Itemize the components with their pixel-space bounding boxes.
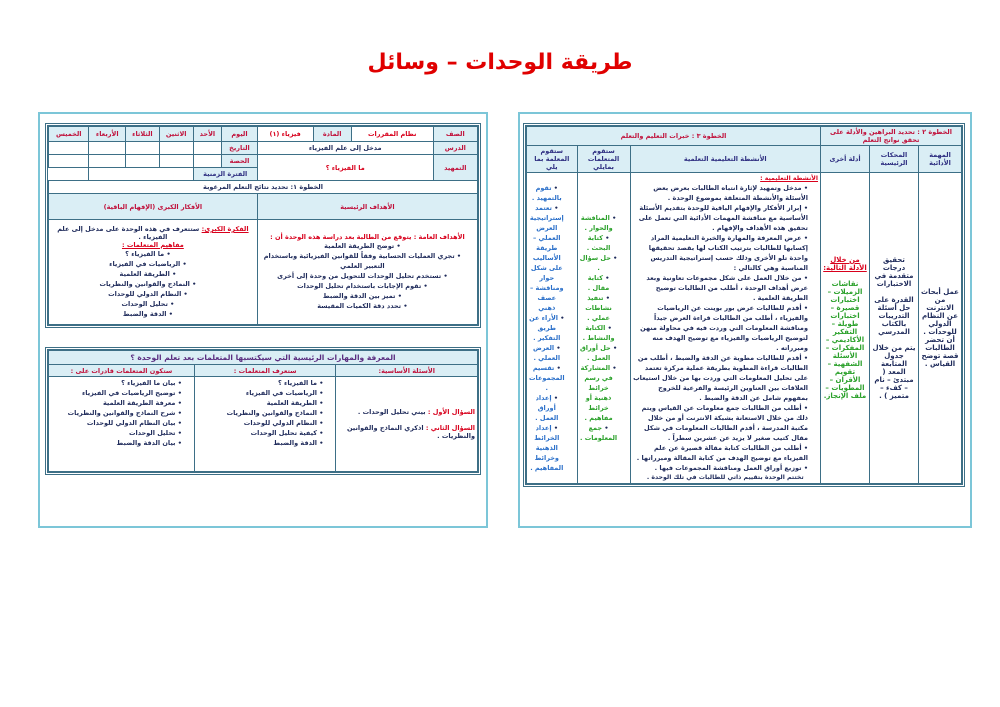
day: الأحد: [193, 127, 222, 142]
period-label: الحصة: [222, 155, 258, 168]
teacher-task-list: [529, 183, 575, 473]
time-label: الفترة الزمنية: [193, 168, 257, 181]
day-label: اليوم: [222, 127, 258, 142]
q2: اذكري النماذج والقوانين والنظريات .: [346, 424, 475, 440]
q1: بيني تحليل الوحدات .: [357, 408, 426, 416]
able-item: • بيان الدقة والضبط: [51, 438, 182, 448]
step3: الخطوة ٣ : خبرات التعليم والتعلم: [527, 127, 821, 146]
evidence: نقاشات الزميلات – اختبارات قصيرة – اختبارات طويلة – التفكير الأكاديمي – المفكرات – الأسئلة الشفهية – تقويم الأقران – المطويات – ملف الإنجاز.: [823, 280, 867, 400]
student-task: • المشاركة في رسم خرائط ذهنية أو خرائط مفاهيم .: [580, 363, 618, 423]
step1: الخطوة ١: تحديد نتائج التعلم المرغوبة: [49, 181, 478, 194]
system: نظام المقررات: [351, 127, 433, 142]
know-item: • الطريقة العلمية: [197, 398, 324, 408]
lesson-plan-table: [48, 126, 478, 325]
activity-item: • إبراز الأفكار والإفهام الباقية للوحدة بتقديم الأسئلة الأساسية مع مناقشة المهمات الأدائية التي تعمل على تحقيق هذه الأهداف والإفهام .: [633, 203, 808, 233]
know-item: • الرياضيات في الفيزياء: [197, 388, 324, 398]
lesson-label: الدرس: [433, 142, 477, 155]
teacher-task: • تقوم بالتمهيد .: [529, 183, 565, 203]
teacher-task: • الأراء عن طريق التفكير .: [529, 313, 565, 343]
date-label: التاريخ: [222, 142, 258, 155]
criteria3: يتم من خلال جدول المتابعة المعد ( مبتدئ – نام – كفء – متميز ) .: [872, 344, 916, 400]
col-teacher: ستقوم المعلمة بما يلي: [527, 146, 578, 173]
know-item: • كيفية تحليل الوحدات: [197, 428, 324, 438]
idea-label: الفكرة الكبرى:: [201, 225, 249, 233]
ideas-title: الأفكار الكبرى (الإفهام الباقية): [49, 194, 258, 220]
able-item: • معرفة الطريقة العلمية: [51, 398, 182, 408]
able-item: • توضيح الرياضيات في الفيزياء: [51, 388, 182, 398]
able-item: • بيان ما الفيزياء ؟: [51, 378, 182, 388]
left-page: [38, 112, 488, 528]
able-item: • بيان النظام الدولي للوحدات: [51, 418, 182, 428]
teacher-task: • تعتمد إستراتيجية العرض العملي – طريقة الأساليب على شكل حوار ومناقشة – عصف ذهني: [529, 203, 565, 313]
criteria-cell: [870, 173, 919, 484]
student-task: • حل سؤال .: [580, 253, 618, 273]
q2-label: السؤال الثاني :: [425, 424, 475, 432]
col-activities: الأنشطة التعليمية التعلمية: [630, 146, 820, 173]
task: عمل أبحاث من الانترنت عن النظام الدولي للوحدات . أن تحضر الطالبات قصة توضح القياس .: [919, 173, 962, 484]
skills-table: [48, 350, 478, 472]
teacher-task: • إعداد الخرائط الذهنية وخرائط المفاهيم .: [529, 423, 565, 473]
day: الخميس: [49, 127, 89, 142]
concept-item: • ما الفيزياء ؟: [51, 249, 245, 259]
evidence-cell: [821, 173, 870, 484]
right-page: [518, 112, 972, 528]
col-students: ستقوم المتعلمات بمايلي: [577, 146, 630, 173]
concept-item-list: [51, 249, 255, 319]
activity-item: • أطلب من الطالبات جمع معلومات عن القياس ويتم ذلك من خلال الاستعانة بشبكة الانترنت أو من خلال مكتبة المدرسة ، أقدم الطالبات المعلومات في شكل مقال كتيب صغير لا يزيد عن عشرين سطراً .: [633, 403, 808, 443]
activity-item: • أطلب من الطالبات كتابة مقالة قصيرة عن علم الفيزياء مع توضيح الهدف من كتابة المقالة ومبرراتها .: [633, 443, 808, 463]
day: الاثنين: [159, 127, 193, 142]
student-task: • المناقشة والحوار .: [580, 213, 618, 233]
student-task: • كتابة البحث .: [580, 233, 618, 253]
activities-end: تختتم الوحدة بتقييم ذاتي للطالبات في تلك الوحدة .: [646, 474, 804, 481]
document-title: طريقة الوحدات – وسائل: [367, 50, 633, 75]
teacher-task: • إعداد أوراق العمل .: [529, 393, 565, 423]
activity-item: • أقدم للطالبات عرض بور بوينت عن الرياضيات والفيزياء ، أطلب من الطالبات قراءة العرض جيداً ومناقشة المعلومات التي وردت فيه في محاولة منهن لتوضيح الرياضيات والفيزياء مع توضيح الهدف منه ومبرراته .: [633, 303, 808, 353]
day: الأربعاء: [89, 127, 126, 142]
activities-label: الأنشطة التعليمية :: [760, 175, 818, 182]
goal-item: • توضح الطريقة العلمية: [260, 241, 465, 251]
able-item-list: [51, 378, 192, 448]
intro-label: التمهيد: [433, 155, 477, 181]
goal-item: • تقوم الإجابات باستخدام تحليل الوحدات: [260, 281, 465, 291]
student-task: • كتابة مقال .: [580, 273, 618, 293]
student-task-list: [580, 213, 628, 443]
evidence-experience-table: [526, 126, 962, 484]
activity-item: • عرض المعرفة والمهارة والخبرة التعليمية المراد إكسابها للطالبات بترتيب الكتاب لها بقصد تحقيقها واحدة تلو الأخرى وذلك حسب إستراتيجية التدريس المناسبة وهي كالتالي :: [633, 233, 808, 273]
concepts-label: مفاهيم المتعلمات :: [121, 241, 184, 249]
student-task: • الكتابة والنشاط .: [580, 323, 618, 343]
goal-item: • تجري العمليات الحسابية وفقاً للقوانين الفيزيائية وباستخدام التعبير العلمي: [260, 251, 465, 271]
student-task: • حل أوراق العمل .: [580, 343, 618, 363]
student-task: • جمع المعلومات .: [580, 423, 618, 443]
know-item: • النماذج والقوانين والنظريات: [197, 408, 324, 418]
activity-item: • أقدم للطالبات مطوية عن الدقة والضبط ، أطلب من الطالبات قراءة المطوية بطريقة عملية مركزة تعتمد على تحليل المعلومات التي وردت بها من خلال استيعاب العلاقات بين العناوين الرئيسة والفرعية للخروج بمفهوم شامل عن الدقة والضبط .: [633, 353, 808, 403]
evidence-label: من خلال الأدلة التالية:: [823, 256, 867, 272]
goal-item: • تحدد دقة الكميات المقيسة: [260, 301, 465, 311]
know-item: • النظام الدولي للوحدات: [197, 418, 324, 428]
concept-item: • الدقة والضبط: [51, 309, 245, 319]
able-title: ستكون المتعلمات قادرات على :: [49, 365, 195, 377]
goal-item: • تميز بين الدقة والضبط: [260, 291, 465, 301]
col-task: المهمة الأدائية: [919, 146, 962, 173]
criteria2: القدرة على حل أسئلة التدريبات بالكتاب المدرسي: [874, 296, 914, 336]
concept-item: • الرياضيات في الفيزياء: [51, 259, 245, 269]
concept-item: • الطريقة العلمية: [51, 269, 245, 279]
ideas-cell: [49, 220, 258, 325]
subject: فيزياء (١): [257, 127, 313, 142]
criteria1: تحقيق درجات متقدمة في الاختبارات: [874, 256, 914, 288]
know-item: • ما الفيزياء ؟: [197, 378, 324, 388]
activity-item: • توزيع أوراق العمل ومناقشة المجموعات فيها .: [633, 463, 808, 473]
activity-item: • من خلال العمل على شكل مجموعات تعاونية وبعد عرض أهداف الوحدة ، أطلب من الطالبات توضيح الطريقة العلمية .: [633, 273, 808, 303]
lesson: مدخل إلى علم الفيزياء: [257, 142, 433, 155]
subject-label: المادة: [313, 127, 351, 142]
skills-title: المعرفة والمهارات الرئيسية التي سيكتسبها المتعلمات بعد تعلم الوحدة ؟: [49, 351, 478, 365]
activity-item-list: [633, 183, 818, 473]
goals-intro: الأهداف العامة : يتوقع من الطالبة بعد دراسة هذه الوحدة أن :: [270, 233, 465, 241]
step2: الخطوة ٢ : تحديد البراهين والأدلة على تحقق نواتج التعلم: [821, 127, 962, 146]
questions-title: الأسئلة الأساسية:: [336, 365, 478, 377]
intro: ما الفيزياء ؟: [257, 155, 433, 181]
goals-cell: [257, 220, 477, 325]
col-evidence: أدلة أخرى: [821, 146, 870, 173]
student-task: • تنفيذ نشاطات عملي .: [580, 293, 618, 323]
goal-item: • تستخدم تحليل الوحدات للتحويل من وحدة إلى أخرى: [260, 271, 465, 281]
goals-title: الأهداف الرئيسية: [257, 194, 477, 220]
concept-item: • النظام الدولي للوحدات: [51, 289, 245, 299]
able-item: • شرح النماذج والقوانين والنظريات: [51, 408, 182, 418]
concept-item: • تحليل الوحدات: [51, 299, 245, 309]
class-label: الصف: [433, 127, 477, 142]
know-title: ستعرف المتعلمات :: [194, 365, 336, 377]
able-item: • تحليل الوحدات: [51, 428, 182, 438]
activity-item: • مدخل وتمهيد لإثارة انتباه الطالبات بعرض بعض الأسئلة والأنشطة المتعلقة بموضوع الوحدة .: [633, 183, 808, 203]
idea-text: ستتعرف في هذه الوحدة على مدخل إلى علم الفيزياء .: [57, 225, 200, 241]
q1-label: السؤال الأول :: [427, 408, 475, 416]
teacher-task: • تقسيم المجموعات .: [529, 363, 565, 393]
know-item: • الدقة والضبط: [197, 438, 324, 448]
know-item-list: [197, 378, 334, 448]
col-criteria: المحكات الرئيسية: [870, 146, 919, 173]
day: الثلاثاء: [126, 127, 160, 142]
concept-item: • النماذج والقوانين والنظريات: [51, 279, 245, 289]
teacher-task: • العرض العملي .: [529, 343, 565, 363]
goal-item-list: [260, 241, 475, 311]
